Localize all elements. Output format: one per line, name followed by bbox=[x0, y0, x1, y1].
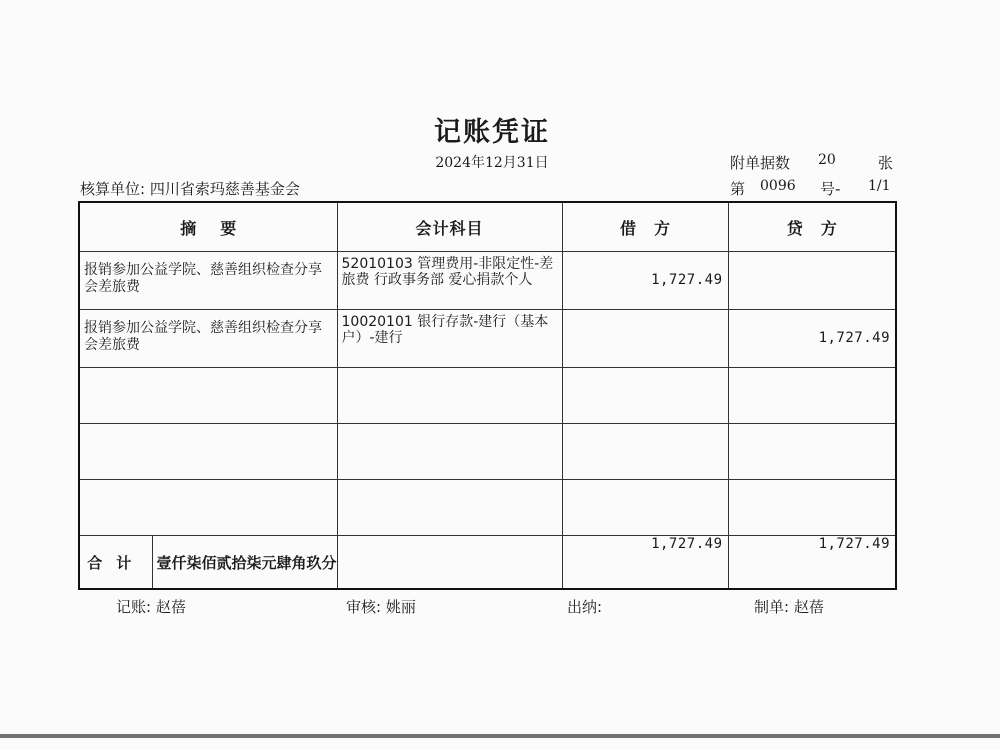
empty-cell bbox=[728, 424, 896, 480]
header-debit: 借方 bbox=[562, 202, 728, 252]
attachments-label: 附单据数 bbox=[730, 154, 791, 172]
voucher-date: 2024年12月31日 bbox=[435, 155, 549, 171]
table-row bbox=[79, 310, 896, 368]
total-credit: 1,727.49 bbox=[728, 536, 896, 590]
reviewer-signature: 审核: 姚丽 bbox=[346, 598, 416, 616]
table-header-row bbox=[79, 202, 896, 252]
total-cell bbox=[79, 536, 337, 590]
debit-cell bbox=[562, 310, 728, 368]
summary-cell: 报销参加公益学院、慈善组织检查分享会差旅费 bbox=[79, 310, 337, 368]
total-label: 合计 bbox=[80, 536, 153, 588]
total-row bbox=[79, 536, 896, 590]
debit-cell: 1,727.49 bbox=[562, 252, 728, 310]
credit-cell bbox=[728, 252, 896, 310]
attachments-count: 20 bbox=[818, 152, 836, 168]
accounting-unit bbox=[80, 178, 300, 199]
empty-row bbox=[79, 424, 896, 480]
bookkeeper-signature: 记账: 赵蓓 bbox=[116, 598, 186, 616]
account-cell: 10020101 银行存款-建行（基本户）-建行 bbox=[337, 310, 562, 368]
preparer-signature: 制单: 赵蓓 bbox=[754, 598, 824, 616]
header-summary: 摘要 bbox=[79, 202, 337, 252]
attachments-unit: 张 bbox=[878, 154, 894, 172]
account-cell: 52010103 管理费用-非限定性-差旅费 行政事务部 爱心捐款个人 bbox=[337, 252, 562, 310]
accounting-unit-label: 核算单位: bbox=[80, 180, 146, 198]
empty-cell bbox=[728, 480, 896, 536]
header-account: 会计科目 bbox=[337, 202, 562, 252]
accounting-unit-name: 四川省索玛慈善基金会 bbox=[149, 180, 300, 198]
empty-row bbox=[79, 368, 896, 424]
voucher-number-value: 0096 bbox=[760, 178, 796, 194]
total-amount-words: 壹仟柒佰贰拾柒元肆角玖分 bbox=[156, 553, 337, 572]
voucher-number-suffix: 号- bbox=[820, 180, 841, 198]
cashier-signature: 出纳: bbox=[567, 598, 603, 616]
empty-cell bbox=[562, 368, 728, 424]
empty-cell bbox=[79, 368, 337, 424]
empty-cell bbox=[337, 368, 562, 424]
scan-edge-line bbox=[0, 734, 1000, 738]
empty-cell bbox=[337, 480, 562, 536]
total-spacer bbox=[337, 536, 562, 590]
empty-cell bbox=[562, 424, 728, 480]
empty-cell bbox=[562, 480, 728, 536]
table-row bbox=[79, 252, 896, 310]
empty-cell bbox=[728, 368, 896, 424]
voucher-number-prefix: 第 bbox=[730, 180, 746, 198]
total-debit: 1,727.49 bbox=[562, 536, 728, 590]
empty-cell bbox=[79, 480, 337, 536]
empty-cell bbox=[79, 424, 337, 480]
summary-cell: 报销参加公益学院、慈善组织检查分享会差旅费 bbox=[79, 252, 337, 310]
voucher-title: 记账凭证 bbox=[434, 117, 550, 148]
header-credit: 贷方 bbox=[728, 202, 896, 252]
empty-cell bbox=[337, 424, 562, 480]
empty-row bbox=[79, 480, 896, 536]
credit-cell: 1,727.49 bbox=[728, 310, 896, 368]
voucher-table bbox=[78, 201, 897, 590]
voucher-page: 1/1 bbox=[868, 178, 891, 194]
